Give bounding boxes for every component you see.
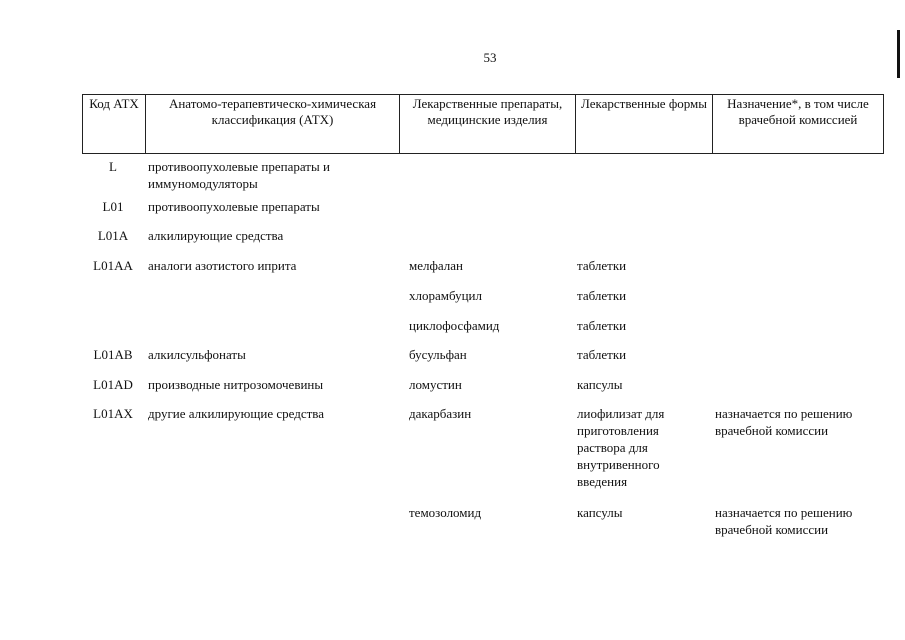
header-atc: Анатомо-терапевтическо-химическая классификация (АТХ): [146, 95, 400, 154]
margin-binding-mark: [897, 30, 900, 78]
row-form: таблетки: [577, 288, 627, 303]
row-atc: алкилирующие средства: [148, 228, 284, 243]
table-row: [82, 346, 882, 376]
table-body: [82, 158, 882, 564]
row-atc: производные нитрозомочевины: [148, 377, 324, 392]
row-atc: алкилсульфонаты: [148, 347, 246, 362]
row-drug: дакарбазин: [409, 406, 472, 421]
row-drug: темозоломид: [409, 505, 482, 520]
table-row: [82, 198, 882, 227]
header-note: Назначение*, в том числе врачебной комиссией: [713, 95, 884, 154]
row-code: L01AD: [93, 377, 133, 392]
table-header: [82, 94, 884, 154]
table-row: [82, 257, 882, 287]
row-drug: хлорамбуцил: [409, 288, 483, 303]
table-row: [82, 504, 882, 564]
row-atc: противоопухолевые препараты: [148, 199, 320, 214]
table-row: [82, 405, 882, 504]
row-code: L01AA: [93, 258, 133, 273]
row-note: назначается по решению врачебной комиссии: [715, 406, 853, 438]
row-code: L01AX: [93, 406, 133, 421]
row-code: L01A: [97, 228, 129, 243]
page-number: 53: [483, 50, 497, 65]
row-atc: противоопухолевые препараты и иммуномодуляторы: [148, 159, 330, 191]
row-drug: мелфалан: [409, 258, 464, 273]
row-form: лиофилизат для приготовления раствора для внутривенного введения: [577, 406, 665, 489]
row-drug: ломустин: [409, 377, 462, 392]
table-row: [82, 227, 882, 257]
row-note: назначается по решению врачебной комиссии: [715, 505, 853, 537]
header-forms: Лекарственные формы: [576, 95, 713, 154]
row-code: L01AB: [93, 347, 133, 362]
row-form: капсулы: [577, 505, 623, 520]
header-drugs: Лекарственные препараты, медицинские изделия: [400, 95, 576, 154]
table-row: [82, 287, 882, 317]
row-form: капсулы: [577, 377, 623, 392]
row-atc: другие алкилирующие средства: [148, 406, 325, 421]
row-form: таблетки: [577, 258, 627, 273]
header-code: Код АТХ: [83, 95, 146, 154]
row-code: L: [109, 159, 117, 174]
table-row: [82, 317, 882, 346]
table-row: [82, 376, 882, 405]
table-row: [82, 158, 882, 198]
row-form: таблетки: [577, 318, 627, 333]
row-drug: циклофосфамид: [409, 318, 500, 333]
row-drug: бусульфан: [409, 347, 467, 362]
row-atc: аналоги азотистого иприта: [148, 258, 297, 273]
row-code: L01: [102, 199, 124, 214]
row-form: таблетки: [577, 347, 627, 362]
